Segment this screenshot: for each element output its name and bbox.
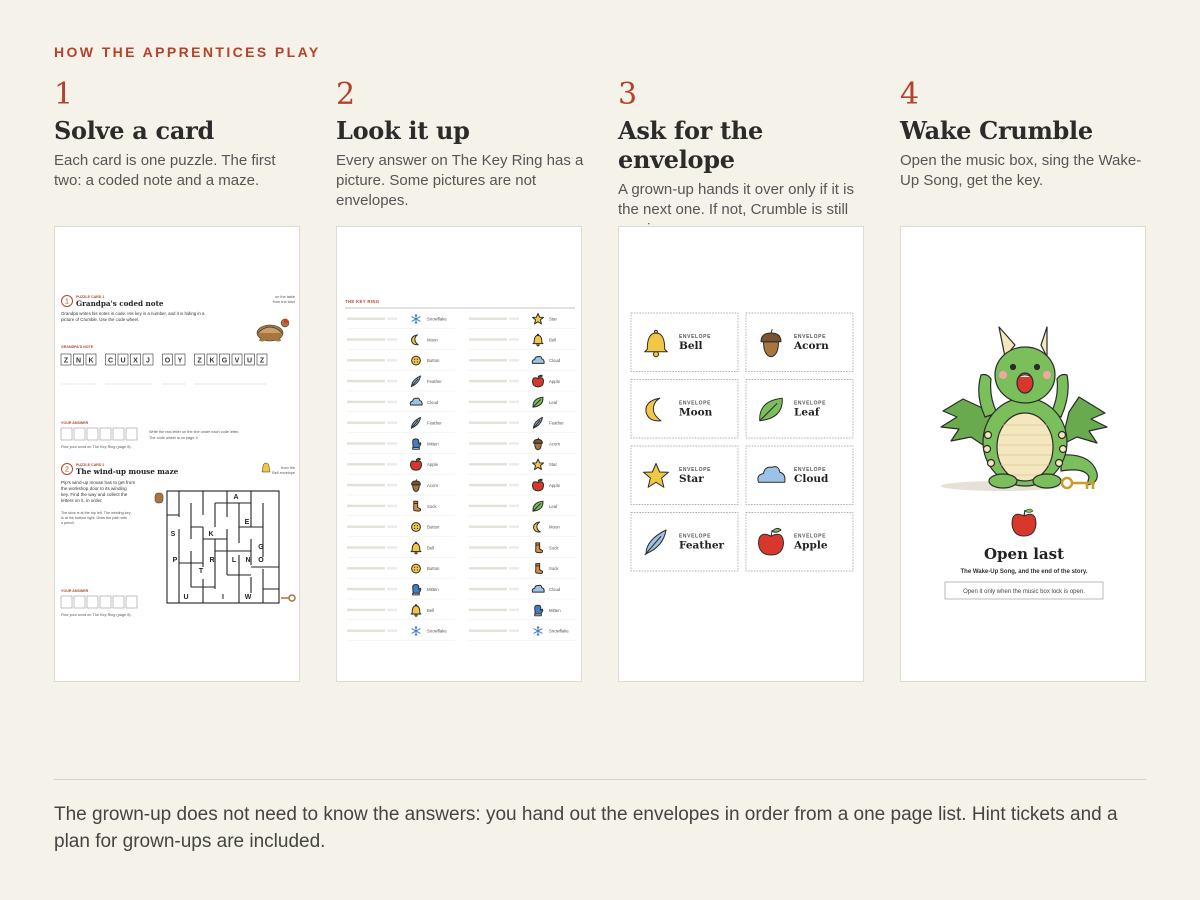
apple-icon (533, 375, 544, 387)
svg-text:Sock: Sock (549, 566, 559, 572)
svg-text:from the: from the (281, 466, 295, 470)
svg-text:The code wheel is on page 3.: The code wheel is on page 3. (149, 436, 199, 440)
svg-text:K: K (209, 357, 215, 365)
leaf-icon (533, 501, 543, 511)
step-title: Wake Crumble (900, 116, 1093, 145)
svg-text:Sock: Sock (427, 503, 437, 509)
svg-text:C: C (107, 357, 114, 365)
svg-text:Moon: Moon (549, 524, 560, 530)
step-1 (54, 77, 304, 191)
key-ring-row (347, 439, 455, 453)
key-ring-preview (336, 226, 582, 682)
cloud-icon (532, 356, 544, 363)
key-ring-list (347, 314, 577, 641)
envelope-preview (618, 226, 864, 682)
maze-letter: E (244, 519, 250, 526)
answer-box (113, 596, 124, 608)
svg-text:ENVELOPE: ENVELOPE (794, 533, 827, 540)
svg-text:Star: Star (549, 462, 557, 468)
acorn-icon (412, 479, 421, 491)
answer-box (100, 596, 111, 608)
answer-box (100, 428, 111, 440)
maze-letter: S (170, 531, 176, 538)
key-ring-title: THE KEY RING (345, 299, 380, 304)
mitten-icon (413, 439, 421, 449)
key-ring-row (469, 585, 577, 599)
key-ring-row (469, 375, 577, 391)
envelope-card (746, 380, 853, 439)
key-ring-row (469, 501, 577, 515)
svg-text:Sock: Sock (549, 545, 559, 551)
svg-text:Apple: Apple (427, 462, 438, 468)
svg-text:Acorn: Acorn (427, 483, 439, 488)
svg-text:Snowflake: Snowflake (427, 316, 447, 322)
svg-text:1: 1 (65, 298, 69, 306)
svg-text:Moon: Moon (679, 406, 713, 419)
code-letter-box (163, 354, 173, 365)
svg-text:Y: Y (177, 357, 183, 365)
step-number: 1 (54, 77, 74, 112)
key-ring-row (347, 564, 455, 578)
open-last-drawing (901, 227, 1146, 682)
svg-text:a pencil.: a pencil. (61, 521, 75, 525)
step-description: Every answer on The Key Ring has a picture. Some pictures are not envelopes. (336, 152, 584, 209)
code-letter-box (257, 354, 267, 365)
svg-text:Mitten: Mitten (427, 441, 439, 447)
maze-letters (171, 494, 265, 601)
svg-text:Cloud: Cloud (427, 399, 439, 405)
svg-text:Leaf: Leaf (549, 503, 558, 509)
envelope-card (631, 313, 738, 372)
svg-text:Mitten: Mitten (549, 607, 561, 613)
svg-text:Feather: Feather (679, 539, 725, 552)
maze-letter: W (244, 594, 252, 601)
step-description: Open the music box, sing the Wake-Up Song, get the key. (900, 152, 1142, 189)
svg-text:Grandpa writes his notes in co: Grandpa writes his notes in code. His key is a number, and it is hiding in a (61, 311, 205, 316)
code-letter-box (86, 354, 96, 365)
svg-text:Bell envelope: Bell envelope (272, 471, 295, 475)
answer-box (74, 596, 85, 608)
svg-text:Cloud: Cloud (549, 587, 561, 592)
puzzle-title: Grandpa's coded note (76, 299, 164, 308)
key-ring-row (347, 605, 455, 620)
step-description: A grown-up hands it over only if it is the next one. If not, Crumble is still (618, 181, 854, 218)
svg-text:N: N (75, 357, 82, 365)
step-number: 2 (336, 77, 356, 112)
svg-text:ENVELOPE: ENVELOPE (679, 467, 712, 473)
key-ring-row (347, 398, 455, 412)
svg-text:Find your word on The Key Ring: Find your word on The Key Ring (page 8). (61, 613, 132, 617)
maze-letter: I (222, 594, 224, 601)
key-ring-row (469, 314, 577, 329)
svg-text:ENVELOPE: ENVELOPE (794, 467, 827, 473)
svg-text:the workshop door to its windi: the workshop door to its winding (61, 486, 127, 491)
acorn-icon (534, 438, 543, 450)
key-ring-row (347, 584, 455, 598)
snowflake-icon (534, 626, 543, 636)
answer-boxes (61, 596, 137, 608)
key-ring-row (347, 542, 455, 557)
code-letter-box (131, 354, 141, 365)
bell-icon (533, 334, 543, 346)
maze-letter: G (258, 544, 264, 551)
svg-text:U: U (246, 357, 253, 365)
answer-box (61, 596, 72, 608)
svg-text:O: O (164, 357, 171, 365)
mitten-icon (535, 605, 543, 615)
key-ring-row (469, 438, 577, 454)
envelope-card (631, 446, 738, 505)
code-letter-box (245, 354, 255, 365)
envelope-drawing (619, 227, 864, 682)
code-letter-box (195, 354, 205, 365)
answer-label: YOUR ANSWER (61, 589, 89, 593)
step-2 (336, 77, 586, 211)
svg-text:V: V (234, 357, 240, 365)
button-icon (412, 523, 421, 532)
svg-text:Button: Button (427, 358, 440, 364)
svg-text:ENVELOPE: ENVELOPE (794, 334, 827, 340)
svg-text:ENVELOPE: ENVELOPE (794, 400, 827, 407)
feather-icon (411, 418, 420, 429)
bell-icon (411, 542, 421, 554)
feather-icon (533, 418, 542, 429)
button-icon (412, 356, 421, 365)
key-ring-row (347, 523, 455, 537)
section-eyebrow: HOW THE APPRENTICES PLAY (54, 44, 321, 60)
answer-box (126, 596, 137, 608)
svg-text:Z: Z (259, 357, 265, 365)
svg-text:key. Find the way and collect: key. Find the way and collect the (61, 492, 128, 497)
svg-text:K: K (88, 357, 94, 365)
maze-letter: K (208, 531, 214, 538)
open-last-note: Open it only when the music box lock is open. (963, 589, 1085, 595)
footer-text: The grown-up does not need to know the answers: you hand out the envelopes in order from a one page list. Hint tickets and a plan for grown-ups are included. (54, 804, 1118, 852)
open-last-title: Open last (983, 545, 1065, 563)
note-label: GRANDPA'S NOTE (61, 345, 94, 349)
key-ring-row (347, 479, 455, 495)
svg-text:Button: Button (427, 524, 440, 530)
key-ring-row (469, 356, 577, 370)
key-ring-drawing (337, 227, 582, 682)
step-title: Solve a card (54, 116, 214, 145)
key-ring-row (347, 314, 455, 328)
svg-text:Feather: Feather (427, 379, 442, 384)
svg-text:J: J (146, 357, 150, 365)
svg-text:The door is at the top left. T: The door is at the top left. The winding key (61, 511, 131, 515)
step-title: Ask for the envelope (618, 116, 763, 174)
puzzle-title: The wind-up mouse maze (76, 467, 179, 476)
key-ring-row (347, 626, 455, 640)
svg-text:Write the real letter on the l: Write the real letter on the line under each code letter. (149, 430, 240, 434)
star-icon (533, 459, 544, 469)
svg-text:U: U (120, 357, 126, 365)
puzzle-card-drawing (55, 227, 300, 682)
code-letter-boxes (61, 354, 267, 365)
svg-text:Acorn: Acorn (549, 441, 561, 447)
svg-text:ENVELOPE: ENVELOPE (679, 533, 712, 540)
svg-text:Bell: Bell (427, 607, 435, 613)
open-last-preview (900, 226, 1146, 682)
maze-letter: U (183, 594, 189, 601)
code-letter-box (143, 354, 153, 365)
code-letter-box (220, 354, 230, 365)
maze-letter: A (233, 494, 239, 501)
divider (54, 779, 1146, 780)
svg-text:ENVELOPE: ENVELOPE (679, 400, 712, 407)
apple-icon (1012, 509, 1036, 536)
key-ring-row (469, 543, 577, 557)
step-4 (900, 77, 1150, 191)
svg-text:on the table: on the table (275, 295, 295, 299)
snowflake-icon (412, 314, 421, 324)
key-ring-row (469, 522, 577, 536)
sock-icon (536, 564, 543, 574)
sock-icon (414, 501, 421, 511)
key-ring-row (347, 458, 455, 474)
key-ring-row (469, 397, 577, 411)
key-ring-row (469, 564, 577, 578)
code-letter-box (207, 354, 217, 365)
svg-text:2: 2 (65, 466, 69, 474)
svg-text:G: G (221, 357, 228, 365)
key-ring-row (469, 418, 577, 433)
step-number: 3 (618, 77, 638, 112)
step-3 (618, 77, 868, 240)
step-number: 4 (900, 77, 920, 112)
envelope-card (631, 380, 738, 439)
svg-text:Star: Star (549, 316, 557, 322)
puzzle-eyebrow: PUZZLE CARD 2 (76, 463, 105, 467)
answer-boxes (61, 428, 137, 440)
puzzle-eyebrow: PUZZLE CARD 1 (76, 295, 105, 299)
open-last-subtitle: The Wake-Up Song, and the end of the story. (960, 569, 1088, 575)
svg-text:is at the bottom right. Draw t: is at the bottom right. Draw the path with (61, 516, 127, 520)
code-letter-box (175, 354, 185, 365)
answer-box (87, 596, 98, 608)
svg-text:Feather: Feather (549, 420, 564, 426)
mitten-icon (413, 584, 421, 594)
svg-text:Leaf: Leaf (549, 399, 558, 405)
code-letter-box (74, 354, 84, 365)
svg-text:Apple: Apple (549, 379, 560, 384)
svg-text:Cloud: Cloud (549, 358, 561, 364)
answer-box (126, 428, 137, 440)
code-letter-box (232, 354, 242, 365)
cloud-icon (532, 585, 544, 592)
key-ring-row (347, 376, 455, 391)
key-ring-row (469, 459, 577, 474)
svg-text:Feather: Feather (427, 420, 442, 426)
key-ring-row (347, 418, 455, 433)
svg-text:Leaf: Leaf (794, 406, 820, 419)
svg-text:Acorn: Acorn (794, 340, 829, 352)
maze-letter: O (258, 557, 264, 564)
svg-text:Find your word on The Key Ring: Find your word on The Key Ring (page 8). (61, 445, 132, 449)
dragon-illustration (941, 327, 1107, 488)
svg-text:Z: Z (197, 357, 202, 365)
svg-text:Cloud: Cloud (794, 473, 829, 485)
door-icon (155, 493, 163, 503)
snowflake-icon (412, 626, 421, 636)
moon-icon (412, 335, 419, 345)
maze-letter: L (231, 557, 237, 564)
maze-letter: T (198, 568, 204, 575)
key-ring-row (469, 605, 577, 619)
envelope-card (746, 446, 853, 505)
envelope-card (746, 313, 853, 372)
svg-text:from the start: from the start (272, 300, 295, 304)
svg-text:Apple: Apple (794, 539, 828, 552)
key-ring-row (469, 479, 577, 495)
apple-icon (411, 458, 422, 470)
key-ring-row (469, 626, 577, 640)
svg-text:Bell: Bell (549, 337, 557, 343)
apple-icon (533, 479, 544, 491)
button-icon (412, 564, 421, 573)
code-letter-box (118, 354, 128, 365)
svg-text:X: X (133, 357, 138, 365)
answer-label: YOUR ANSWER (61, 421, 89, 425)
svg-text:ENVELOPE: ENVELOPE (679, 334, 712, 340)
svg-text:Mitten: Mitten (427, 587, 439, 592)
feather-icon (411, 376, 420, 387)
svg-text:Z: Z (63, 357, 69, 365)
maze-letter: R (209, 557, 215, 564)
svg-text:Apple: Apple (549, 483, 560, 488)
star-icon (533, 314, 544, 324)
turtle-icon (257, 319, 289, 342)
svg-text:picture of Crumble. Use the co: picture of Crumble. Use the code wheel. (61, 317, 140, 322)
key-ring-row (347, 356, 455, 370)
key-icon (281, 595, 295, 601)
key-ring-row (347, 501, 455, 515)
bell-icon (262, 463, 270, 472)
puzzle-card-preview (54, 226, 300, 682)
envelope-card (746, 513, 853, 572)
sock-icon (536, 543, 543, 553)
answer-box (74, 428, 85, 440)
svg-text:letters on it, in order.: letters on it, in order. (61, 498, 103, 503)
svg-text:Button: Button (427, 566, 440, 572)
svg-text:Moon: Moon (427, 337, 438, 343)
svg-text:Star: Star (679, 473, 704, 485)
leaf-icon (533, 397, 543, 407)
envelope-card (631, 513, 738, 572)
code-letter-box (61, 354, 71, 365)
svg-text:Snowflake: Snowflake (427, 628, 447, 634)
answer-box (61, 428, 72, 440)
maze-letter: N (245, 557, 251, 564)
svg-text:Pip's wind-up mouse has to get: Pip's wind-up mouse has to get from (61, 480, 136, 485)
svg-text:Snowflake: Snowflake (549, 628, 569, 634)
moon-icon (534, 522, 541, 532)
svg-text:Bell: Bell (427, 545, 435, 551)
maze-letter: P (172, 557, 178, 564)
answer-box (87, 428, 98, 440)
step-description: Each card is one puzzle. The first two: a coded note and a maze. (54, 152, 276, 189)
code-letter-box (106, 354, 116, 365)
key-ring-row (469, 334, 577, 349)
cloud-icon (410, 398, 422, 405)
answer-box (113, 428, 124, 440)
bell-icon (411, 605, 421, 617)
step-title: Look it up (336, 116, 470, 145)
envelope-grid (631, 313, 853, 571)
svg-text:Bell: Bell (679, 340, 703, 352)
key-ring-row (347, 335, 455, 349)
